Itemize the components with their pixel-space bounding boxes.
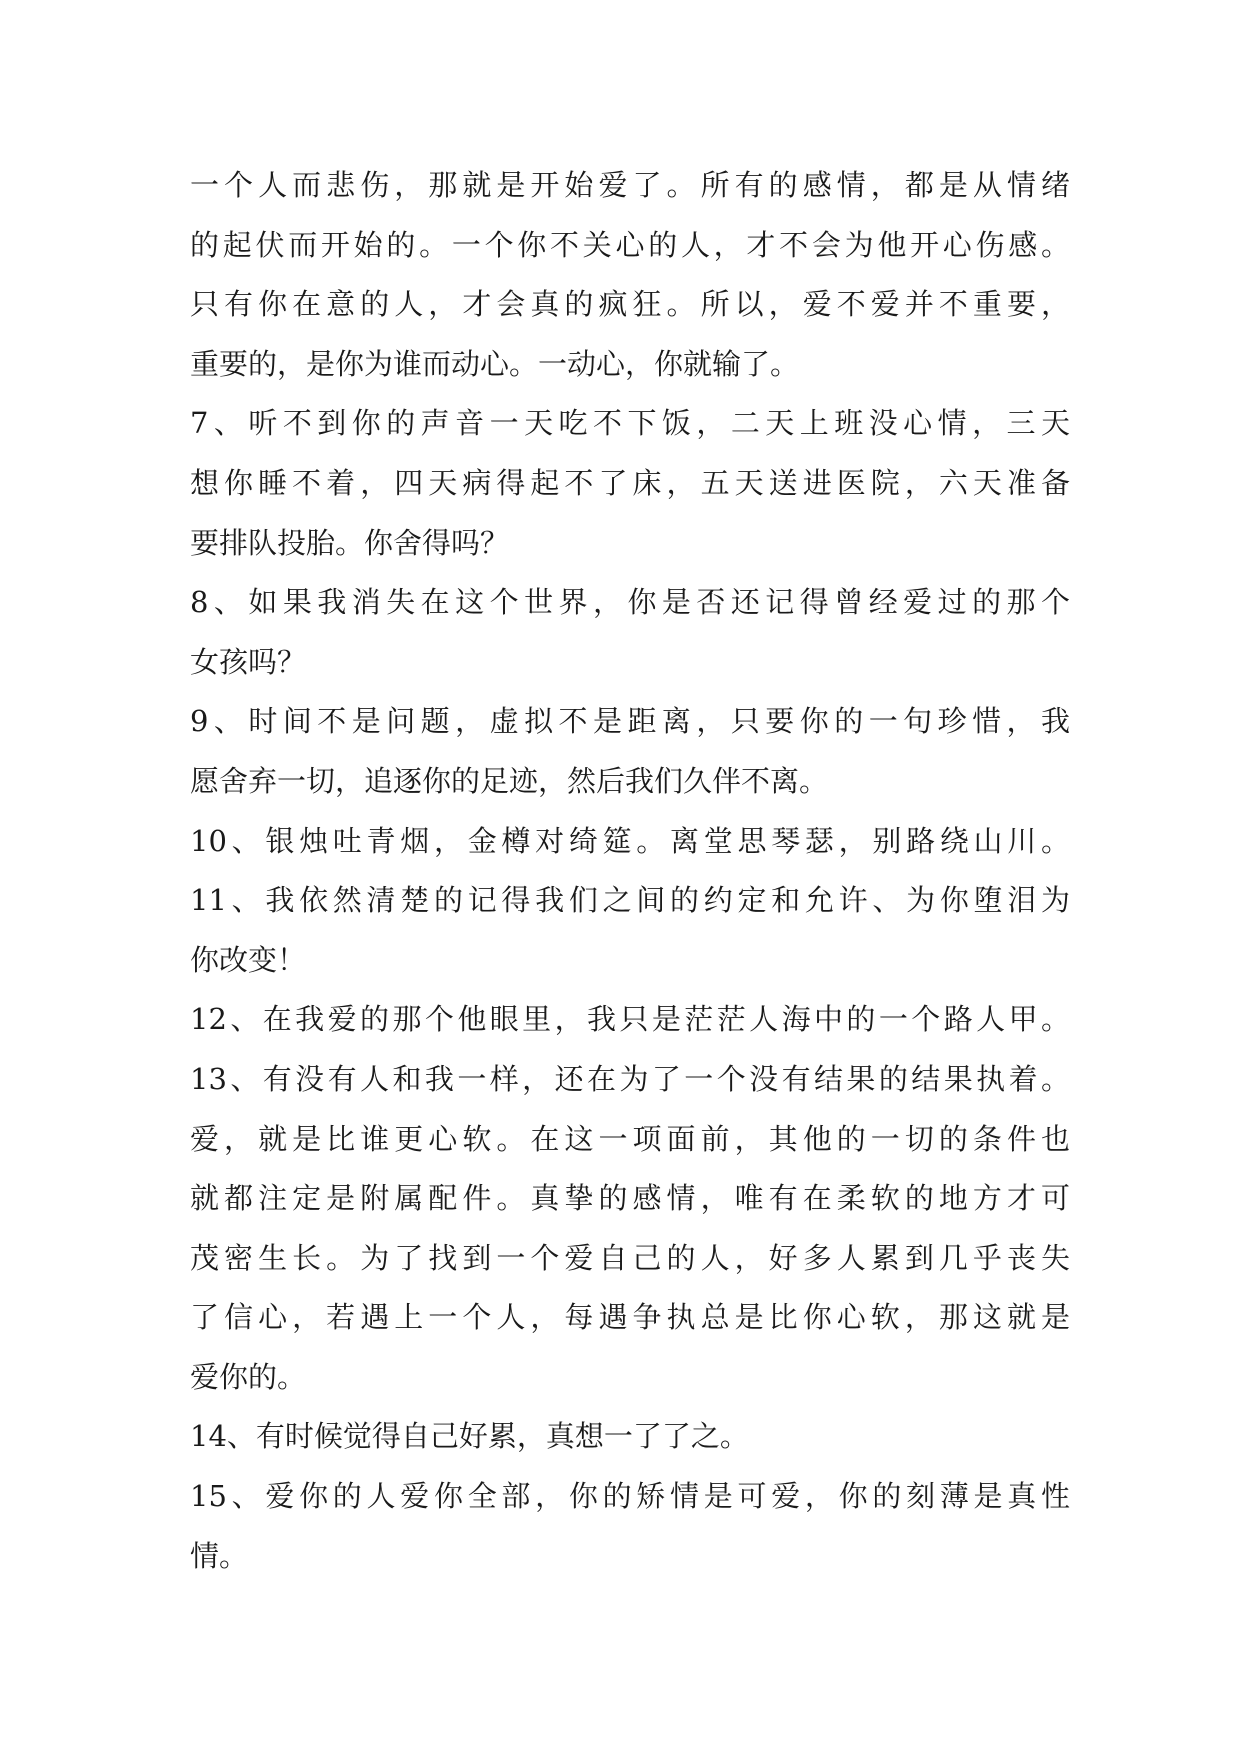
text-line: 的起伏而开始的。一个你不关心的人，才不会为他开心伤感。 [190,227,1070,262]
text-line: 情。 [190,1538,249,1573]
text-line: 13、有没有人和我一样，还在为了一个没有结果的结果执着。 [190,1061,1070,1096]
text-line: 想你睡不着，四天病得起不了床，五天送进医院，六天准备 [190,465,1070,500]
text-line: 愿舍弃一切，追逐你的足迹，然后我们久伴不离。 [190,763,829,798]
text-line: 爱，就是比谁更心软。在这一项面前，其他的一切的条件也 [190,1121,1070,1156]
text-line: 爱你的。 [190,1359,307,1394]
text-line: 就都注定是附属配件。真挚的感情，唯有在柔软的地方才可 [190,1181,1070,1216]
text-line: 11、我依然清楚的记得我们之间的约定和允许、为你堕泪为 [190,883,1070,918]
text-line: 重要的，是你为谁而动心。一动心，你就输了。 [190,346,800,381]
text-line: 7、听不到你的声音一天吃不下饭，二天上班没心情，三天 [190,406,1070,441]
text-line: 茂密生长。为了找到一个爱自己的人，好多人累到几乎丧失 [190,1240,1070,1275]
text-line: 9、时间不是问题，虚拟不是距离，只要你的一句珍惜，我 [190,704,1070,739]
text-line: 10、银烛吐青烟，金樽对绮筵。离堂思琴瑟，别路绕山川。 [190,823,1070,858]
text-line: 要排队投胎。你舍得吗？ [190,525,510,560]
text-line: 8、如果我消失在这个世界，你是否还记得曾经爱过的那个 [190,585,1070,620]
text-line: 15、爱你的人爱你全部，你的矫情是可爱，你的刻薄是真性 [190,1479,1070,1514]
text-line: 只有你在意的人，才会真的疯狂。所以，爱不爱并不重要， [190,287,1070,322]
document-body [190,156,1070,1586]
text-line: 你改变！ [190,942,307,977]
text-line: 12、在我爱的那个他眼里，我只是茫茫人海中的一个路人甲。 [190,1002,1070,1037]
text-line: 一个人而悲伤，那就是开始爱了。所有的感情，都是从情绪 [190,168,1070,202]
text-line: 女孩吗？ [190,644,307,679]
text-line: 14、有时候觉得自己好累，真想一了了之。 [190,1419,749,1454]
text-line: 了信心，若遇上一个人，每遇争执总是比你心软，那这就是 [190,1300,1070,1335]
